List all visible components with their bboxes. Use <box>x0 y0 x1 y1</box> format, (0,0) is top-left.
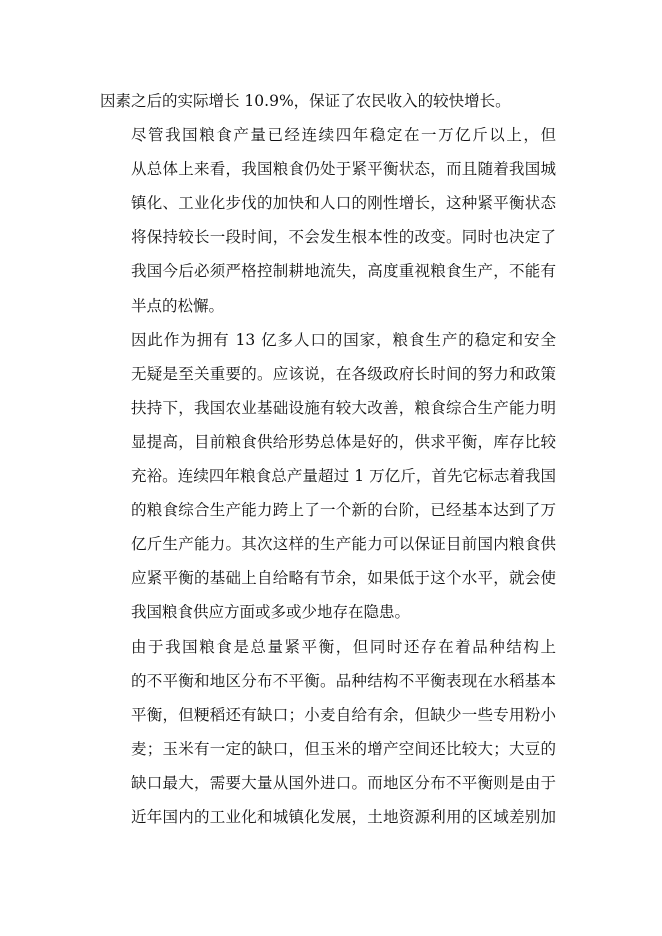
text-line: 扶持下，我国农业基础设施有较大改善，粮食综合生产能力明 <box>131 398 556 417</box>
text-line: 尽管我国粮食产量已经连续四年稳定在一万亿斤以上，但 <box>131 126 556 145</box>
text-line: 缺口最大，需要大量从国外进口。而地区分布不平衡则是由于 <box>131 773 556 792</box>
text-line: 应紧平衡的基础上自给略有节余，如果低于这个水平，就会使 <box>131 569 556 588</box>
text-line: 我国粮食供应方面或多或少地存在隐患。 <box>131 603 411 622</box>
text-line: 无疑是至关重要的。应该说，在各级政府长时间的努力和政策 <box>131 364 556 383</box>
text-line: 的粮食综合生产能力跨上了一个新的台阶，已经基本达到了万 <box>131 501 556 520</box>
text-line: 半点的松懈。 <box>131 296 225 315</box>
paragraph-2 <box>100 118 556 323</box>
paragraph-3 <box>100 323 556 630</box>
text-line: 因素之后的实际增长 10.9%，保证了农民收入的较快增长。 <box>100 92 511 110</box>
text-line: 镇化、工业化步伐的加快和人口的刚性增长，这种紧平衡状态 <box>131 194 556 213</box>
text-line: 从总体上来看，我国粮食仍处于紧平衡状态，而且随着我国城 <box>131 160 556 179</box>
text-line: 平衡，但粳稻还有缺口；小麦自给有余，但缺少一些专用粉小 <box>131 705 556 724</box>
paragraph-4 <box>100 630 556 835</box>
text-line: 由于我国粮食是总量紧平衡，但同时还存在着品种结构上 <box>131 637 556 656</box>
text-line: 我国今后必须严格控制耕地流失，高度重视粮食生产，不能有 <box>131 262 556 281</box>
paragraph-1 <box>100 84 556 118</box>
text-line: 近年国内的工业化和城镇化发展，土地资源利用的区域差别加 <box>131 807 556 826</box>
document-body <box>100 84 556 834</box>
text-line: 亿斤生产能力。其次这样的生产能力可以保证目前国内粮食供 <box>131 535 556 554</box>
text-line: 将保持较长一段时间，不会发生根本性的改变。同时也决定了 <box>131 228 556 247</box>
text-line: 显提高，目前粮食供给形势总体是好的，供求平衡，库存比较 <box>131 432 556 451</box>
text-line: 的不平衡和地区分布不平衡。品种结构不平衡表现在水稻基本 <box>131 671 556 690</box>
text-line: 充裕。连续四年粮食总产量超过 1 万亿斤，首先它标志着我国 <box>131 467 556 486</box>
text-line: 因此作为拥有 13 亿多人口的国家，粮食生产的稳定和安全 <box>131 330 556 349</box>
text-line: 麦；玉米有一定的缺口，但玉米的增产空间还比较大；大豆的 <box>131 739 556 758</box>
